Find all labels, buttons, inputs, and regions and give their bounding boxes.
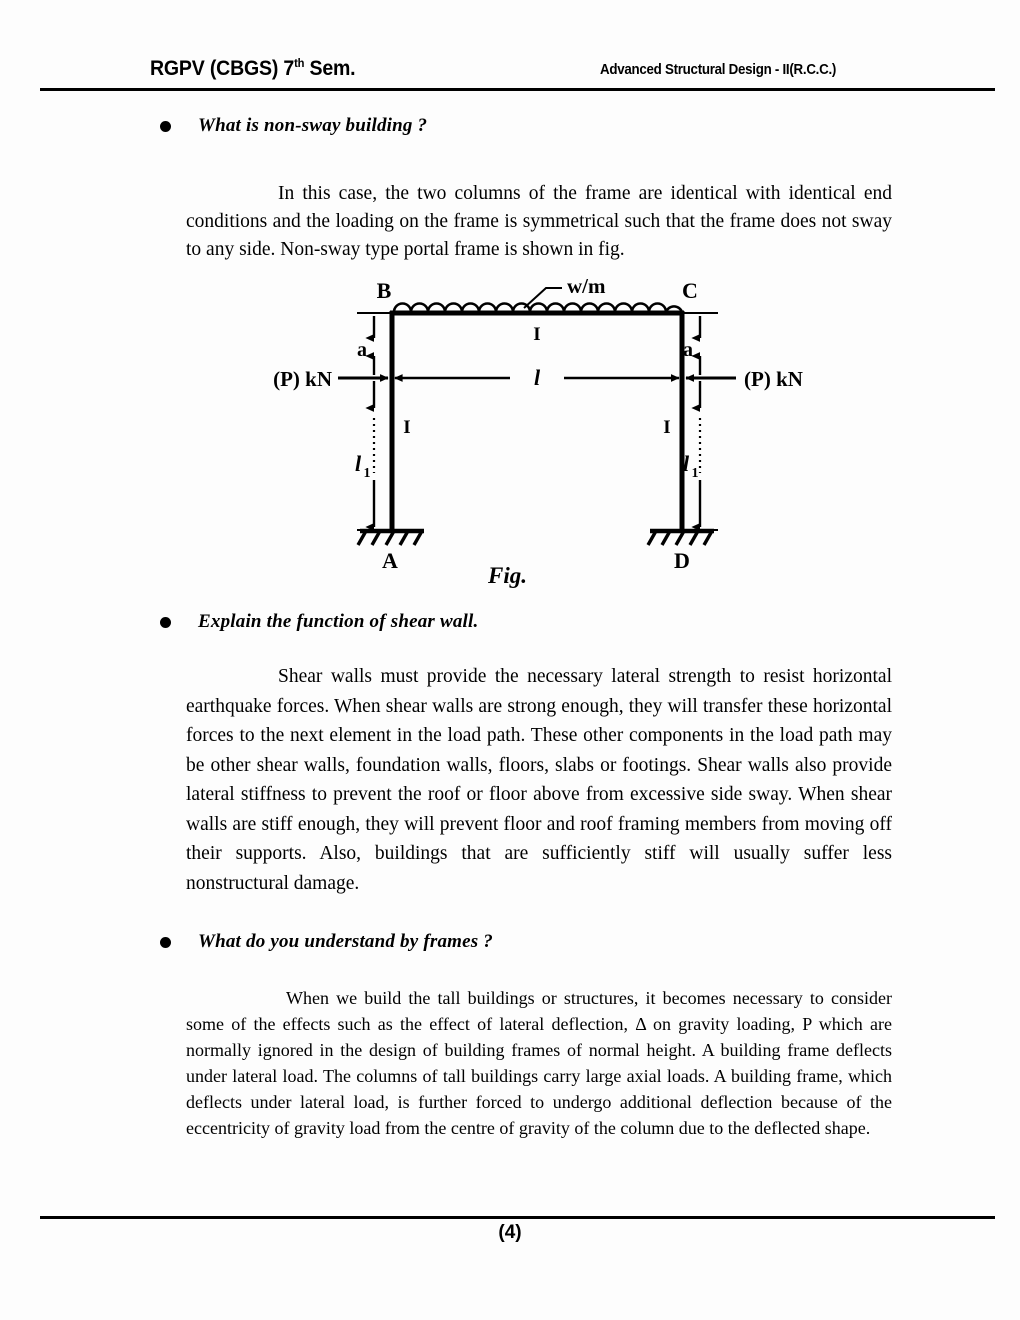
paragraph-frames: [186, 985, 892, 1141]
label-joint-c: C: [682, 278, 698, 303]
bullet-icon: [160, 121, 171, 132]
header-course-title-tail: Sem.: [304, 57, 356, 80]
header-divider-rule: [40, 88, 995, 91]
label-span-l: l: [533, 365, 541, 390]
label-dim-l1-left-sub: 1: [363, 466, 371, 481]
label-load-left: (P) kN: [273, 367, 332, 391]
paragraph-non-sway-text: In this case, the two columns of the frame are identical with identical end conditions and the loading on the frame is symmetrical such that the frame does not sway to any side. Non-sway type portal frame is shown in fig.: [186, 183, 892, 260]
label-joint-d: D: [674, 548, 690, 573]
label-dim-l1-left-base: l: [354, 451, 362, 476]
label-joint-a: A: [382, 548, 398, 573]
label-dim-a-left: a: [357, 339, 367, 361]
label-beam-inertia: I: [533, 324, 541, 345]
header-subject-title: Advanced Structural Design - II(R.C.C.): [600, 62, 837, 78]
label-dim-l1-left: [355, 451, 371, 481]
paragraph-shear-wall-text: Shear walls must provide the necessary lateral strength to resist horizontal earthquake forces. When shear walls are strong enough, they will transfer these horizontal forces to the next element in the load path. These other components in the load path may be other shear walls, foundation walls, floors, slabs or footings. Shear walls also provide lateral stiffness to prevent the roof or floor above from excessive side sway. When shear walls are stiff enough, they will prevent floor and roof framing members from moving off their supports. Also, buildings that are sufficiently stiff will usually suffer less nonstructural damage.: [186, 666, 892, 894]
label-dim-l1-right: [683, 451, 699, 481]
question-text-frames: What do you understand by frames ?: [198, 931, 494, 952]
label-joint-b: B: [376, 278, 392, 303]
footer-divider-rule: [40, 1216, 995, 1219]
header-course-title-ordinal: th: [294, 56, 305, 70]
paragraph-frames-text: When we build the tall buildings or structures, it becomes necessary to consider some of the effects such as the effect of lateral deflection, Δ on gravity loading, P which are normally ignored in the design of building frames of normal height. A building frame deflects under lateral load. The columns of tall buildings carry large axial loads. A building frame, which deflects under lateral load, is further forced to undergo additional deflection because of the eccentricity of gravity load from the centre of gravity of the column due to the deflected shape.: [186, 988, 892, 1138]
paragraph-non-sway: [186, 180, 892, 264]
paragraph-shear-wall: [186, 662, 892, 898]
portal-frame-figure: [262, 268, 822, 598]
question-text-non-sway: What is non-sway building ?: [198, 115, 428, 136]
label-right-column-inertia: I: [663, 417, 671, 438]
question-text-shear-wall: Explain the function of shear wall.: [198, 611, 479, 632]
bullet-icon: [160, 617, 171, 628]
fixed-support-d: [648, 531, 714, 545]
page-header: [40, 56, 980, 90]
bullet-icon: [160, 937, 171, 948]
page-number: (4): [498, 1222, 522, 1243]
header-course-title-main: RGPV (CBGS) 7: [150, 57, 295, 80]
label-dim-a-right: a: [683, 339, 693, 361]
figure-caption: Fig.: [488, 563, 527, 588]
portal-frame-diagram-svg: [262, 268, 822, 598]
label-dim-l1-right-sub: 1: [691, 466, 699, 481]
label-udl: w/m: [567, 274, 606, 298]
label-dim-l1-right-base: l: [682, 451, 690, 476]
fixed-support-a: [358, 531, 424, 545]
label-left-column-inertia: I: [403, 417, 411, 438]
label-load-right: (P) kN: [744, 367, 803, 391]
header-course-title: [150, 56, 355, 81]
